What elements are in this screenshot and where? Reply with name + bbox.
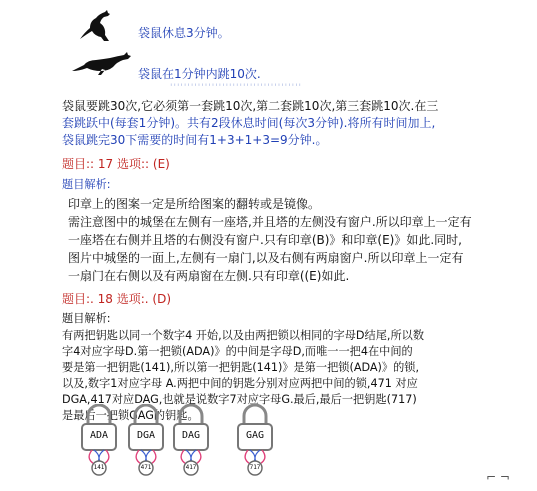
q18-header: 题目:. 18 选项:. (D) (62, 292, 172, 306)
lock-label: DGA (136, 430, 156, 441)
key-number: 471 (140, 464, 152, 471)
q18-analysis-line-3: 要是第一把钥匙(141),所以第一把钥匙(141)》是第一把锁(ADA)》的锁, (62, 361, 420, 374)
q18-analysis-title: 题目解析: (62, 312, 111, 325)
lock-gag (234, 404, 276, 476)
q16-explanation-line-1: 袋鼠要跳30次,它必须第一套跳10次,第二套跳10次,第三套跳10次.在三 (62, 99, 439, 113)
kangaroo-jump-icon (72, 52, 132, 76)
kangaroo-rest-icon (78, 10, 112, 42)
key-number: 417 (185, 464, 197, 471)
q17-analysis-line-1: 印章上的图案一定是所给图案的翻转或是镜像。 (68, 197, 321, 211)
q17-analysis-line-4: 图片中城堡的一面上,左侧有一扇门,以及右侧有两扇窗户.所以印章上一定有 (68, 251, 464, 265)
q18-analysis-line-2: 字4对应字母D.第一把锁(ADA)》的中间是字母D,而唯一一把4在中间的 (62, 345, 413, 358)
lock-label: GAG (245, 430, 265, 441)
key-number: 717 (249, 464, 261, 471)
q17-analysis-line-5: 一扇门在右侧以及有两扇窗在左侧.只有印章((E)如此. (68, 269, 350, 283)
q17-analysis-line-3: 一座塔在右侧并且塔的右侧没有窗户.只有印章(B)》和印章(E)》如此.同时, (68, 233, 462, 247)
lock-label: ADA (89, 430, 109, 441)
q18-analysis-line-1: 有两把钥匙以同一个数字4 开始,以及由两把锁以相同的字母D结尾,所以数 (62, 329, 425, 342)
q16-explanation-line-3: 袋鼠跳完30下需要的时间有1+3+1+3=9分钟.。 (62, 133, 328, 147)
q17-analysis-line-2: 需注意图中的城堡在左侧有一座塔,并且塔的左侧没有窗户.所以印章上一定有 (68, 215, 472, 229)
kangaroo-rest-label: 袋鼠休息3分钟。 (138, 26, 230, 40)
scan-dots: '''''''''''''''''''''''''''''''''''''' (170, 83, 303, 93)
q17-analysis-title: 题目解析: (62, 178, 111, 191)
corner-mark: ⌐ ¬ (486, 470, 510, 484)
lock-label: DAG (181, 430, 201, 441)
q18-analysis-line-4: 以及,数字1对应字母 A.两把中间的钥匙分别对应两把中间的锁,471 对应 (62, 377, 418, 390)
q17-header: 题目:: 17 选项:: (E) (62, 157, 170, 171)
q18-analysis-line-5: DGA,417对应DAG,也就是说数字7对应字母G.最后,最后一把钥匙(717) (62, 393, 417, 406)
q18-analysis-line-6: 是最后一把锁GAG的钥匙。 (62, 409, 199, 422)
lock-dag (170, 404, 212, 476)
key-number: 141 (93, 464, 105, 471)
q16-explanation-line-2: 套跳跃中(每套1分钟)。共有2段休息时间(每次3分钟).将所有时间加上, (62, 116, 436, 130)
lock-dga (125, 404, 167, 476)
lock-ada (78, 404, 120, 476)
kangaroo-jump-label: 袋鼠在1分钟内跳10次. (138, 67, 261, 81)
